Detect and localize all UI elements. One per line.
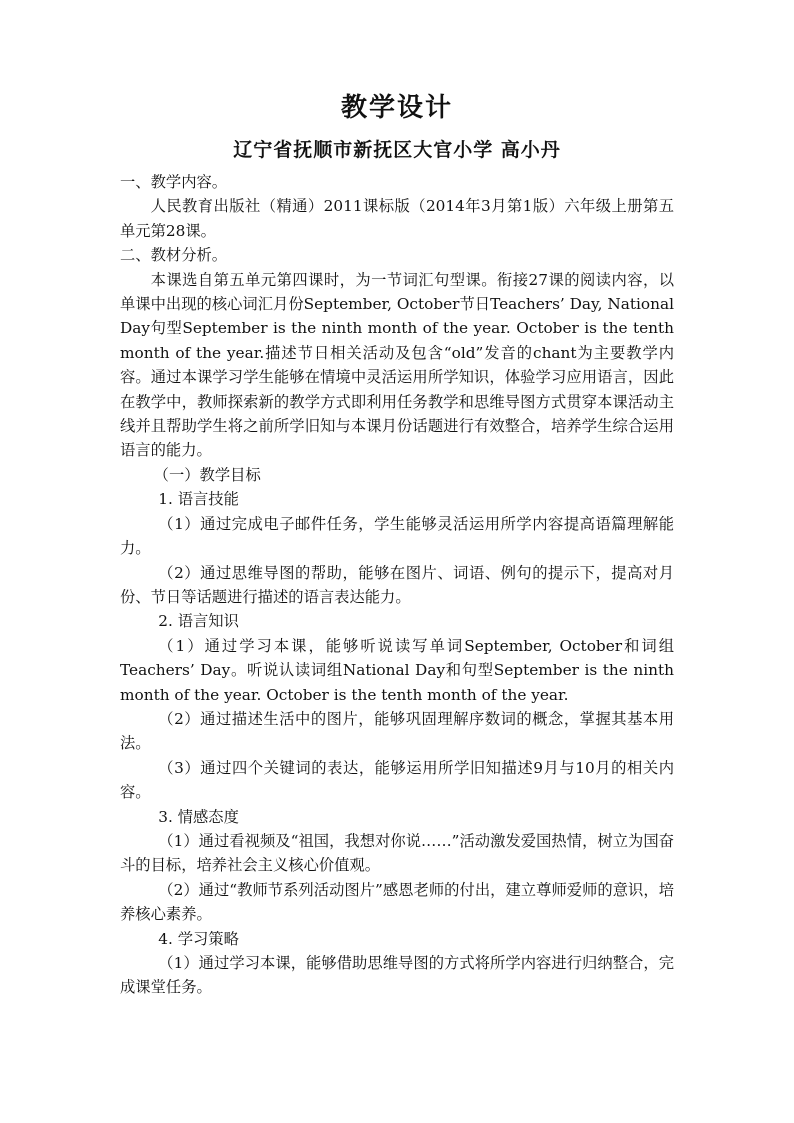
objective-item: （1）通过学习本课，能够借助思维导图的方式将所学内容进行归纳整合，完成课堂任务。 <box>120 954 674 997</box>
objective-heading-strategy: 4. 学习策略 <box>158 929 239 948</box>
section-heading-content: 一、教学内容。 <box>120 173 228 191</box>
objective-item: （2）通过“教师节系列活动图片”感恩老师的付出，建立尊师爱师的意识，培养核心素养。 <box>120 880 674 924</box>
section-heading-analysis: 二、教材分析。 <box>120 246 228 265</box>
objective-item: （3）通过四个关键词的表达，能够运用所学旧知描述9月与10月的相关内容。 <box>120 758 674 802</box>
objective-heading-attitude: 3. 情感态度 <box>158 807 239 826</box>
objective-item: （2）通过思维导图的帮助，能够在图片、词语、例句的提示下，提高对月份、节日等话题进行描述的语言表达能力。 <box>120 563 674 606</box>
paragraph-textbook: 人民教育出版社（精通）2011课标版（2014年3月第1版）六年级上册第五单元第28课。 <box>120 197 674 240</box>
subheading-objectives: （一）教学目标 <box>153 465 261 484</box>
objective-item: （2）通过描述生活中的图片，能够巩固理解序数词的概念，掌握其基本用法。 <box>120 709 674 753</box>
objective-item: （1）通过完成电子邮件任务，学生能够灵活运用所学内容提高语篇理解能力。 <box>120 514 674 558</box>
paragraph-analysis: 本课选自第五单元第四课时，为一节词汇句型课。衔接27课的阅读内容，以单课中出现的核心词汇月份September, October节日Teachers’ Day, National Day句型September is the ninth month of the year. October is the tenth month of the year.描述节日相关活动及包含“old”发音的chant为主要教学内容。通过本课学习学生能够在情境中灵活运用所学知识，体验学习应用语言，因此在教学中，教师探索新的教学方式即利用任务教学和思维导图方式贯穿本课活动主线并且帮助学生将之前所学旧知与本课月份话题进行有效整合，培养学生综合运用语言的能力。 <box>120 270 674 460</box>
objective-heading-skills: 1. 语言技能 <box>158 490 239 509</box>
author-line: 辽宁省抚顺市新抚区大官小学 高小丹 <box>233 139 561 161</box>
page-title: 教学设计 <box>340 93 453 123</box>
document-body <box>120 170 674 1000</box>
objective-heading-knowledge: 2. 语言知识 <box>158 612 239 631</box>
objective-item: （1）通过看视频及“祖国，我想对你说……”活动激发爱国热情，树立为国奋斗的目标，培养社会主义核心价值观。 <box>120 831 674 875</box>
objective-item: （1）通过学习本课，能够听说读写单词September, October和词组Teachers’ Day。听说认读词组National Day和句型September is the ninth month of the year. October is the tenth month of the year. <box>120 636 674 704</box>
